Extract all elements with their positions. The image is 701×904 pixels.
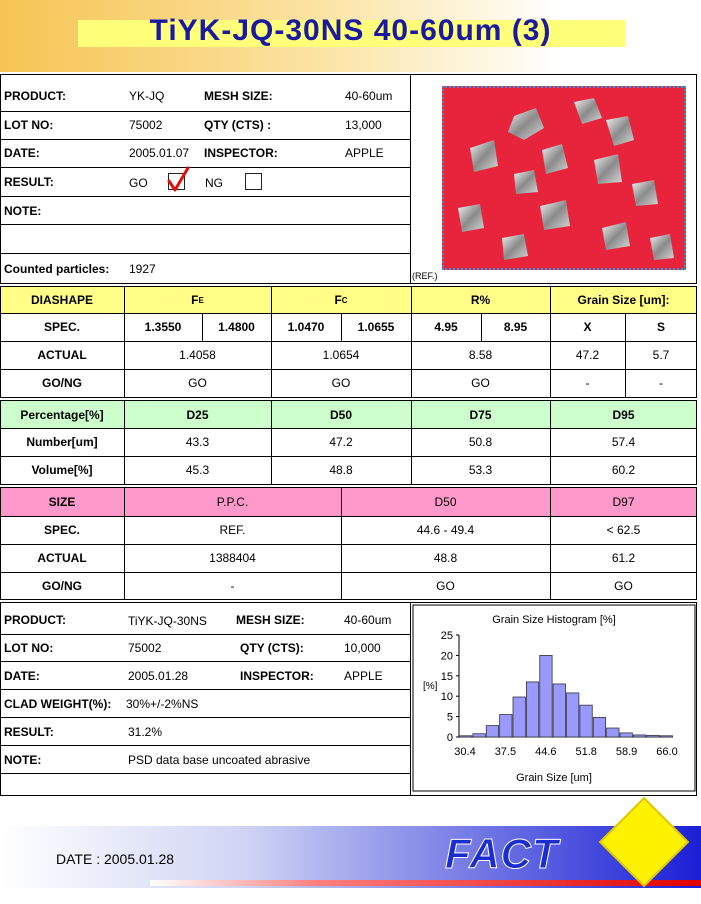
volume-d75: 53.3 [468, 463, 493, 477]
checkmark-icon [166, 166, 192, 194]
x-tick-label: 44.6 [535, 746, 557, 758]
histogram-bar [607, 728, 619, 737]
grain-size-histogram [411, 603, 697, 793]
spec-fc-min: 1.0470 [287, 320, 325, 334]
histogram-bar [526, 682, 538, 737]
size-spec-d97: < 62.5 [606, 523, 641, 537]
lot-value: 75002 [129, 118, 163, 132]
histogram-bar [620, 733, 632, 737]
b-result-value: 31.2% [128, 725, 163, 739]
number-d25: 43.3 [185, 435, 210, 449]
fact-logo: FACT [445, 830, 559, 877]
clad-weight-label: CLAD WEIGHT(%): [4, 697, 112, 711]
counted-value: 1927 [129, 262, 156, 276]
histogram-bar [500, 715, 512, 737]
histogram-bar [540, 655, 552, 737]
clad-weight-value: 30%+/-2%NS [126, 697, 199, 711]
b-qty-value: 10,000 [344, 641, 381, 655]
size-gong-d97: GO [614, 579, 633, 593]
gong-fc: GO [331, 376, 351, 390]
b-note-label: NOTE: [4, 753, 42, 767]
b-product-value: TiYK-JQ-30NS [128, 614, 207, 628]
histogram-title: Grain Size Histogram [%] [492, 614, 616, 626]
size-gong-label: GO/NG [41, 579, 82, 593]
spec-r-min: 4.95 [434, 320, 458, 334]
size-spec-ppc: REF. [219, 523, 246, 537]
histogram-xlabel: Grain Size [um] [516, 772, 592, 784]
histogram-bar [460, 736, 472, 737]
spec-x: X [583, 320, 592, 334]
date-value: 2005.01.07 [129, 146, 190, 160]
histogram-bar [580, 705, 592, 737]
percentage-header: Percentage[%] [20, 407, 104, 422]
gong-fe: GO [188, 376, 207, 390]
date-label: DATE: [4, 146, 40, 160]
d25-header: D25 [186, 407, 209, 422]
y-tick-label: 0 [446, 732, 453, 744]
size-header: SIZE [48, 495, 76, 509]
y-tick-label: 25 [440, 630, 453, 642]
d50-header: D50 [329, 407, 352, 422]
actual-x: 47.2 [575, 348, 600, 362]
y-tick-label: 10 [440, 691, 453, 704]
mesh-size-label: MESH SIZE: [204, 89, 273, 103]
particle-image [444, 88, 686, 270]
d95-header: D95 [612, 407, 635, 422]
y-tick-label: 15 [440, 670, 453, 683]
size-spec-d50: 44.6 - 49.4 [416, 523, 475, 537]
spec-fc-max: 1.0655 [357, 320, 395, 334]
size-actual-label: ACTUAL [37, 551, 87, 565]
actual-r: 8.58 [468, 348, 493, 362]
particle-photo [442, 86, 686, 270]
counted-label: Counted particles: [4, 262, 110, 276]
size-actual-ppc: 1388404 [209, 551, 256, 565]
volume-d25: 45.3 [185, 463, 210, 477]
number-d75: 50.8 [468, 435, 493, 449]
product-label: PRODUCT: [4, 89, 66, 103]
fe-header: F E [191, 293, 204, 307]
b-date-value: 2005.01.28 [128, 669, 189, 683]
b-result-label: RESULT: [4, 725, 54, 739]
b-lot-label: LOT NO: [4, 641, 54, 655]
b-mesh-label: MESH SIZE: [236, 613, 305, 627]
go-label: GO [129, 176, 148, 190]
fc-header: F C [334, 293, 348, 307]
actual-fc: 1.0654 [322, 348, 360, 362]
ref-label: (REF.) [412, 271, 438, 281]
qty-value: 13,000 [345, 118, 382, 132]
histogram-bar [513, 697, 525, 737]
spec-s: S [656, 320, 665, 334]
d75-header: D75 [469, 407, 492, 422]
number-label: Number[um] [26, 435, 98, 449]
spec-label: SPEC. [43, 320, 80, 334]
histogram-bar [473, 734, 485, 737]
y-tick-label: 20 [440, 650, 453, 663]
gong-r: GO [471, 376, 490, 390]
page-title: TiYK-JQ-30NS 40-60um (3) [149, 14, 552, 47]
size-actual-d97: 61.2 [611, 551, 636, 565]
b-note-value: PSD data base uncoated abrasive [128, 753, 311, 767]
footer-date: DATE : 2005.01.28 [56, 851, 175, 867]
volume-d95: 60.2 [611, 463, 636, 477]
gong-label: GO/NG [41, 376, 82, 390]
actual-fe: 1.4058 [179, 348, 216, 362]
lot-label: LOT NO: [4, 118, 54, 132]
size-actual-d50: 48.8 [433, 551, 458, 565]
note-label: NOTE: [4, 204, 42, 218]
b-product-label: PRODUCT: [4, 613, 66, 627]
x-tick-label: 37.5 [494, 746, 517, 758]
gong-s: - [659, 376, 663, 390]
number-d95: 57.4 [611, 435, 636, 449]
gong-x: - [585, 376, 590, 390]
r-percent-header: R% [470, 293, 491, 307]
spec-fe-min: 1.3550 [144, 320, 182, 334]
spec-fe-max: 1.4800 [218, 320, 255, 334]
b-inspector-label: INSPECTOR: [240, 669, 314, 683]
actual-label: ACTUAL [37, 348, 87, 362]
histogram-bar [647, 735, 659, 737]
product-value: YK-JQ [129, 89, 165, 103]
qty-label: QTY (CTS) : [204, 118, 272, 132]
spec-r-max: 8.95 [503, 320, 528, 334]
b-inspector-value: APPLE [344, 669, 383, 683]
inspector-label: INSPECTOR: [204, 146, 278, 160]
ppc-header: P.P.C. [216, 495, 249, 509]
volume-d50: 48.8 [329, 463, 353, 477]
histogram-bar [553, 684, 565, 737]
size-gong-ppc: - [230, 579, 235, 593]
x-tick-label: 51.8 [575, 746, 597, 758]
inspector-value: APPLE [345, 146, 384, 160]
d97-header: D97 [612, 495, 635, 509]
x-tick-label: 58.9 [615, 746, 638, 758]
x-tick-label: 66.0 [656, 746, 678, 758]
histogram-bar [660, 736, 672, 737]
number-d50: 47.2 [329, 435, 353, 449]
mesh-size-value: 40-60um [345, 89, 393, 103]
histogram-bar [593, 717, 605, 737]
grain-size-header: Grain Size [um]: [577, 293, 670, 307]
x-tick-label: 30.4 [454, 746, 476, 758]
footer-red-stripe [150, 880, 701, 886]
b-date-label: DATE: [4, 669, 40, 683]
size-spec-label: SPEC. [43, 523, 80, 537]
histogram-bar [567, 693, 579, 737]
b-mesh-value: 40-60um [344, 613, 392, 627]
y-tick-label: 5 [446, 711, 453, 724]
volume-label: Volume[%] [31, 463, 93, 477]
ng-checkbox[interactable] [245, 173, 262, 190]
size-gong-d50: GO [436, 579, 455, 593]
b-qty-label: QTY (CTS): [240, 641, 304, 655]
result-label: RESULT: [4, 175, 54, 189]
size-d50-header: D50 [434, 495, 457, 509]
actual-s: 5.7 [652, 348, 670, 362]
ng-label: NG [205, 176, 223, 190]
b-lot-value: 75002 [128, 641, 162, 655]
histogram-bar [486, 726, 498, 737]
diashape-header: DIASHAPE [30, 293, 93, 307]
histogram-bar [633, 735, 645, 737]
histogram-ylabel: [%] [423, 681, 438, 692]
